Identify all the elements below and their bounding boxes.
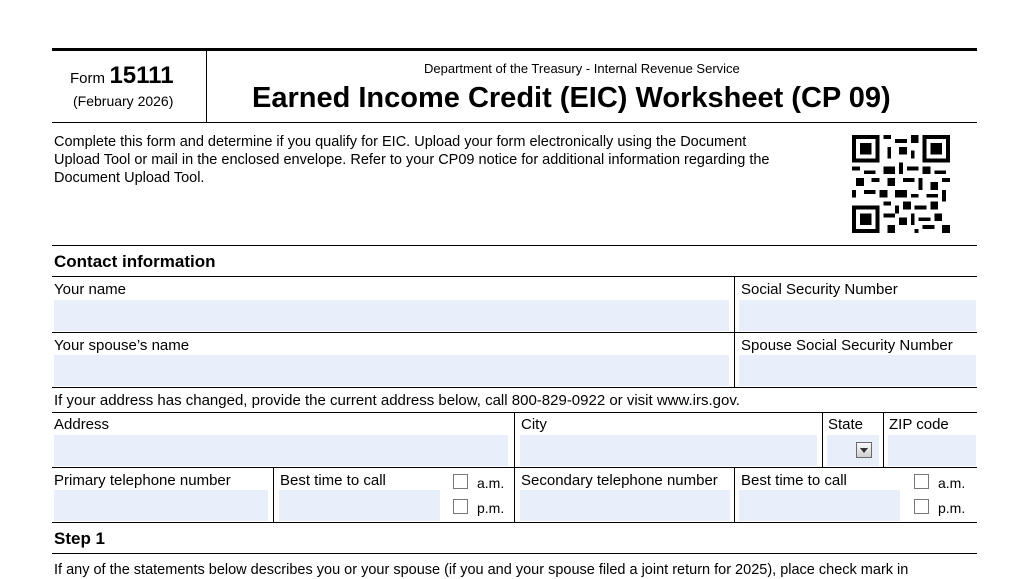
spouse-ssn-label: Spouse Social Security Number xyxy=(741,337,953,354)
name-row-rule xyxy=(52,332,977,333)
primary-phone-label: Primary telephone number xyxy=(54,472,231,489)
pm-label-2: p.m. xyxy=(938,500,966,516)
best-time-label-1: Best time to call xyxy=(280,472,386,489)
primary-phone-field[interactable] xyxy=(54,490,268,521)
pm-checkbox-1[interactable] xyxy=(453,499,468,514)
state-dropdown-icon[interactable] xyxy=(856,442,872,458)
am-label-1: a.m. xyxy=(477,475,505,491)
phone-row-rule xyxy=(52,522,977,523)
header-divider xyxy=(206,51,207,122)
secondary-phone-divider xyxy=(734,468,735,522)
intro-line-2: Upload Tool or mail in the enclosed envelope. Refer to your CP09 notice for additional information regarding the xyxy=(54,152,770,168)
spouse-name-label: Your spouse’s name xyxy=(54,337,190,354)
contact-top-rule xyxy=(52,245,977,246)
step1-heading: Step 1 xyxy=(54,529,106,548)
best-time-label-2: Best time to call xyxy=(741,472,847,489)
your-name-field[interactable] xyxy=(54,300,729,331)
city-field[interactable] xyxy=(520,435,817,466)
am-checkbox-2[interactable] xyxy=(914,474,929,489)
form-title: Earned Income Credit (EIC) Worksheet (CP 09) xyxy=(252,82,891,114)
spouse-name-field[interactable] xyxy=(54,355,729,386)
intro-line-3: Document Upload Tool. xyxy=(54,170,205,186)
contact-heading: Contact information xyxy=(54,252,216,271)
am-label-2: a.m. xyxy=(938,475,966,491)
form-word: Form xyxy=(70,70,105,87)
spouse-row-rule xyxy=(52,387,977,388)
address-row-rule xyxy=(52,467,977,468)
spouse-ssn-field[interactable] xyxy=(739,355,976,386)
intro-line-1: Complete this form and determine if you qualify for EIC. Upload your form electronically using the Document xyxy=(54,134,747,150)
zip-label: ZIP code xyxy=(889,416,949,433)
city-divider xyxy=(822,413,823,467)
best-time-field-2[interactable] xyxy=(739,490,900,521)
address-label: Address xyxy=(54,416,110,433)
form-number-block xyxy=(70,62,190,90)
primary-phone-divider xyxy=(273,468,274,522)
form-date: (February 2026) xyxy=(73,93,174,109)
state-divider xyxy=(883,413,884,467)
header-bottom-rule xyxy=(52,122,977,123)
am-checkbox-1[interactable] xyxy=(453,474,468,489)
agency-line: Department of the Treasury - Internal Revenue Service xyxy=(424,61,740,76)
form-number: 15111 xyxy=(109,62,174,89)
pm-label-1: p.m. xyxy=(477,500,505,516)
pm-checkbox-2[interactable] xyxy=(914,499,929,514)
best-time-field-1[interactable] xyxy=(279,490,440,521)
contact-heading-rule xyxy=(52,276,977,277)
ssn-field[interactable] xyxy=(739,300,976,331)
your-name-label: Your name xyxy=(54,281,126,298)
secondary-phone-field[interactable] xyxy=(520,490,730,521)
zip-field[interactable] xyxy=(888,435,976,466)
top-rule xyxy=(52,48,977,51)
state-label: State xyxy=(828,416,864,433)
ssn-label: Social Security Number xyxy=(741,281,898,298)
address-field[interactable] xyxy=(54,435,508,466)
address-note: If your address has changed, provide the current address below, call 800-829-0922 or visit www.irs.gov. xyxy=(54,392,740,409)
step1-rule xyxy=(52,553,977,554)
city-label: City xyxy=(521,416,547,433)
secondary-phone-label: Secondary telephone number xyxy=(521,472,718,489)
step1-text: If any of the statements below describes you or your spouse (if you and your spouse filed a joint return for 2025), place check mark in xyxy=(54,562,909,578)
qr-code-icon xyxy=(852,135,950,233)
